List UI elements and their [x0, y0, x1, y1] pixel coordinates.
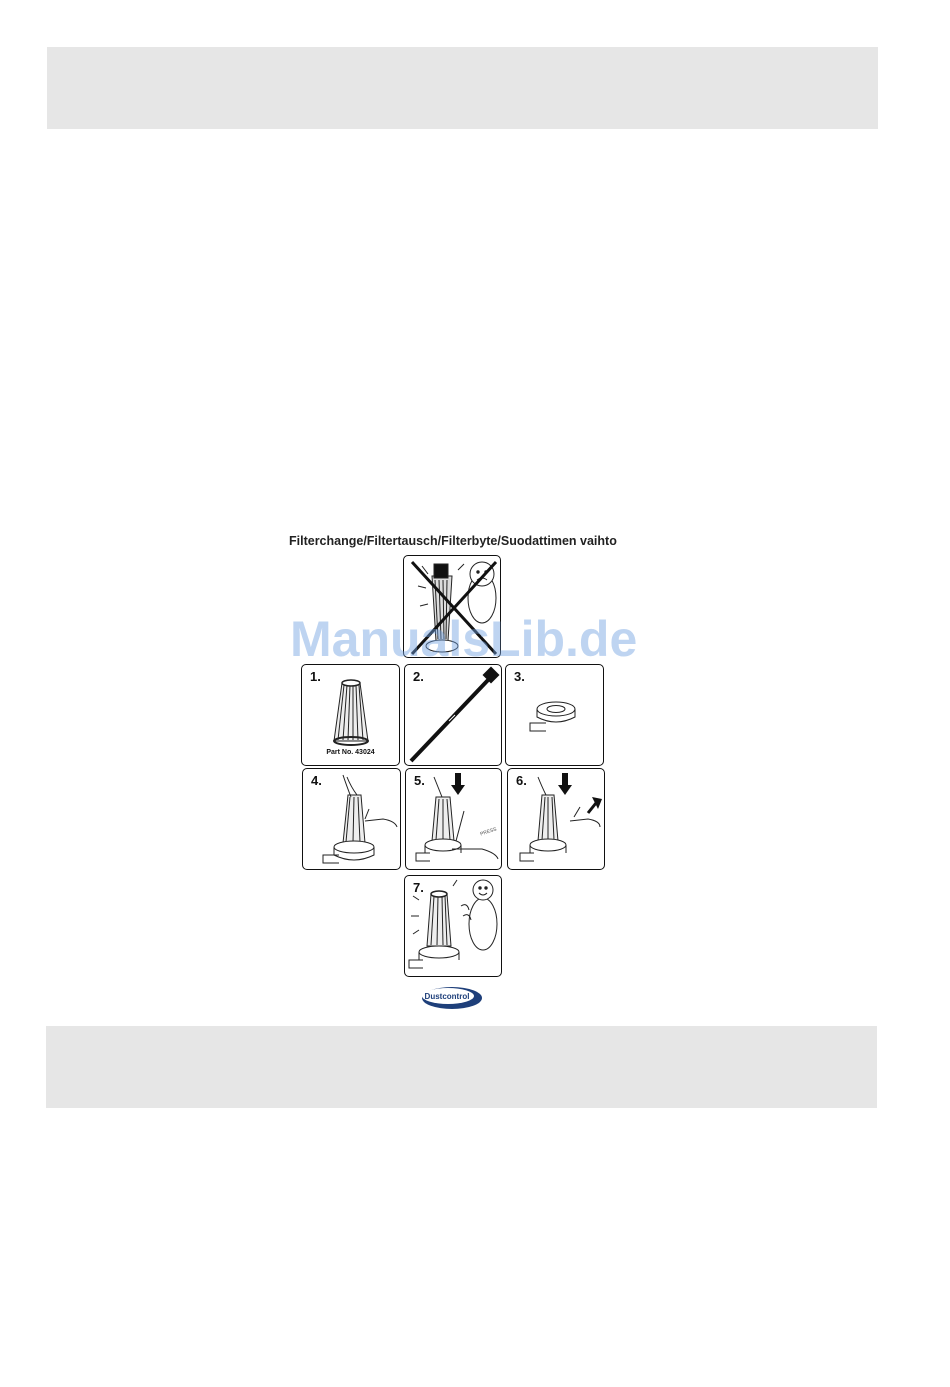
footer-band: [46, 1026, 877, 1108]
panel-step-4: [302, 768, 401, 870]
step-number: 4.: [311, 773, 322, 788]
header-band: [47, 47, 878, 129]
step-number: 5.: [414, 773, 425, 788]
panel-step-6: [507, 768, 605, 870]
panel-step-5: [405, 768, 502, 870]
page-title: Filterchange/Filtertausch/Filterbyte/Suodattimen vaihto: [289, 534, 617, 548]
panel-step-7: [404, 875, 502, 977]
dustcontrol-logo: [420, 985, 484, 1016]
step-number: 6.: [516, 773, 527, 788]
part-number: Part No. 43024: [326, 749, 375, 756]
watermark: ManualsLib.de: [290, 611, 638, 667]
panel-step-1: [301, 664, 400, 766]
step-number: 3.: [514, 669, 525, 684]
panel-step-3: [505, 664, 604, 766]
step-number: 2.: [413, 669, 424, 684]
step-number: 7.: [413, 880, 424, 895]
panel-step-2: [404, 664, 502, 766]
step-number: 1.: [310, 669, 321, 684]
logo-text: Dustcontrol: [424, 992, 470, 1001]
press-label: PRESS: [479, 826, 498, 838]
